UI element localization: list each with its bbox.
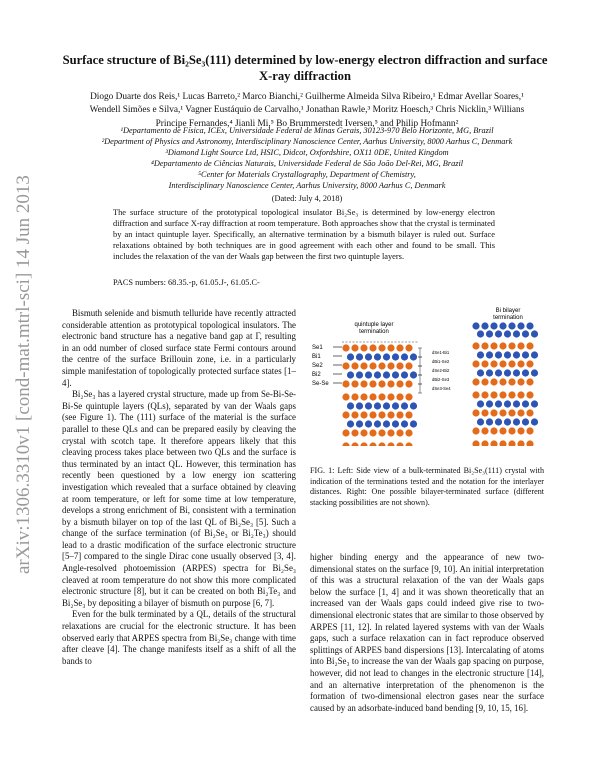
se-atom <box>526 409 533 416</box>
bi-bilayer-atom <box>477 330 484 337</box>
se-atom <box>396 344 403 351</box>
arxiv-stamp <box>4 176 38 576</box>
se-atom <box>387 380 394 387</box>
se-atom <box>517 427 524 434</box>
se-atom <box>405 442 412 446</box>
bi-bilayer-atom <box>472 322 479 329</box>
se-atom <box>517 391 524 398</box>
se-atom <box>472 360 479 367</box>
bi-atom <box>356 371 363 378</box>
bi-atom <box>486 351 493 358</box>
se-atom <box>369 380 376 387</box>
se-atom <box>360 393 367 400</box>
se-atom <box>369 429 376 436</box>
figure-caption: FIG. 1: Left: Side view of a bulk-terminated Bi₂Se₃(111) crystal with indication of the terminations tested and the notation for the interlayer distances. Right: One possible bilayer-terminated surface (different stacking possibilities are not shown). <box>310 466 544 507</box>
se-atom <box>517 378 524 385</box>
se-atom <box>378 442 385 446</box>
bi-atom <box>495 400 502 407</box>
pacs-numbers: PACS numbers: 68.35.-p, 61.05.J-, 61.05.C- <box>113 278 260 287</box>
bi-atom <box>522 351 529 358</box>
se-atom <box>526 342 533 349</box>
se-atom <box>396 429 403 436</box>
bi-bilayer-atom <box>499 322 506 329</box>
distance-label-2: dBi1-Se2 <box>432 359 450 364</box>
bi-atom <box>356 402 363 409</box>
se-atom <box>481 342 488 349</box>
se-atom <box>405 362 412 369</box>
se-atom <box>387 344 394 351</box>
se-atom <box>405 429 412 436</box>
bi-atom <box>347 353 354 360</box>
figure-1 <box>312 306 544 446</box>
bi-bilayer-atom <box>513 330 520 337</box>
bi-atom <box>531 369 538 376</box>
bi-atom <box>365 353 372 360</box>
distance-label-4: dBi2-Se3 <box>432 377 450 382</box>
se-atom <box>351 344 358 351</box>
se-atom <box>342 429 349 436</box>
se-atom <box>351 362 358 369</box>
se-atom <box>378 344 385 351</box>
bulk-crystal-atoms <box>342 344 417 446</box>
se-atom <box>342 362 349 369</box>
se-atom <box>472 440 479 446</box>
se-atom <box>517 409 524 416</box>
se-atom <box>360 411 367 418</box>
se-atom <box>517 440 524 446</box>
bi-atom <box>486 400 493 407</box>
se-atom <box>490 378 497 385</box>
bi-bilayer-atom <box>508 322 515 329</box>
bi-atom <box>410 402 417 409</box>
bi-bilayer-atom <box>495 330 502 337</box>
affiliation-2: ²Department of Physics and Astronomy, Interdisciplinary Nanoscience Center, Aarhus University, 8000 Aarhus C, Denmark <box>101 137 513 147</box>
affiliation-5b: Interdisciplinary Nanoscience Center, Aarhus University, 8000 Aarhus C, Denmark <box>168 181 446 191</box>
bi-bilayer-atom <box>517 322 524 329</box>
se-atom <box>342 393 349 400</box>
se-atom <box>472 342 479 349</box>
bi-atom <box>374 371 381 378</box>
bi-atom <box>374 353 381 360</box>
se-atom <box>526 440 533 446</box>
se-atom <box>351 411 358 418</box>
se-atom <box>369 442 376 446</box>
bi-atom <box>522 369 529 376</box>
bi-atom <box>513 369 520 376</box>
bi-bilayer-atom <box>526 322 533 329</box>
se-atom <box>342 442 349 446</box>
bi-atom <box>410 353 417 360</box>
se-atom <box>490 440 497 446</box>
bi-atom <box>401 420 408 427</box>
se-atom <box>508 440 515 446</box>
bi-atom <box>356 353 363 360</box>
bi-atom <box>401 402 408 409</box>
bi-atom <box>365 371 372 378</box>
affiliations <box>62 125 552 204</box>
bi-atom <box>383 402 390 409</box>
se-atom <box>481 378 488 385</box>
affiliation-1: ¹Departamento de Física, ICEx, Universidade Federal de Minas Gerais, 30123-970 Belo Horizonte, MG, Brazil <box>120 126 494 135</box>
bi-atom <box>477 418 484 425</box>
se-atom <box>472 409 479 416</box>
se-atom <box>405 411 412 418</box>
arxiv-stamp-text: arXiv:1306.3310v1 [cond-mat.mtrl-sci] 14 Jun 2013 <box>13 176 34 574</box>
se-atom <box>378 393 385 400</box>
se-atom <box>378 380 385 387</box>
layer-label-se1: Se1 <box>312 345 323 351</box>
bi-atom <box>383 371 390 378</box>
bi-atom <box>504 369 511 376</box>
se-atom <box>508 391 515 398</box>
bi-bilayer-atom <box>486 330 493 337</box>
bi-atom <box>513 351 520 358</box>
body-right-column <box>310 552 544 714</box>
se-atom <box>360 380 367 387</box>
se-atom <box>472 378 479 385</box>
se-atom <box>396 380 403 387</box>
bi-atom <box>347 402 354 409</box>
se-atom <box>378 362 385 369</box>
bilayer-crystal-atoms <box>472 322 538 446</box>
paragraph-1: Bismuth selenide and bismuth telluride have recently attracted considerable attention as prototypical topological insulators. The electronic band structure has a negative band gap at Γ, resulting in an odd number of closed surface state Fermi contours around the centre of the surface Brillouin zone, i.e. in a particularly simple manifestation of topologically protected surface states [1–4]. <box>62 308 296 388</box>
bi-atom <box>513 418 520 425</box>
se-atom <box>351 393 358 400</box>
se-atom <box>481 391 488 398</box>
bi-atom <box>477 400 484 407</box>
se-atom <box>481 360 488 367</box>
bi-atom <box>392 353 399 360</box>
se-atom <box>405 380 412 387</box>
bi-atom <box>486 418 493 425</box>
se-atom <box>378 429 385 436</box>
bi-atom <box>365 420 372 427</box>
se-atom <box>396 442 403 446</box>
bi-atom <box>531 351 538 358</box>
quintuple-label-1: quintuple layer <box>354 322 394 328</box>
bi-atom <box>374 402 381 409</box>
bi-bilayer-atom <box>490 322 497 329</box>
bi-atom <box>356 420 363 427</box>
se-atom <box>490 427 497 434</box>
bi-atom <box>347 420 354 427</box>
se-atom <box>369 411 376 418</box>
se-atom <box>481 427 488 434</box>
se-atom <box>481 409 488 416</box>
se-atom <box>369 344 376 351</box>
se-atom <box>472 427 479 434</box>
se-atom <box>360 344 367 351</box>
bi-bilayer-atom <box>481 322 488 329</box>
bi-atom <box>392 371 399 378</box>
se-atom <box>378 411 385 418</box>
se-atom <box>342 344 349 351</box>
se-atom <box>526 360 533 367</box>
se-atom <box>360 429 367 436</box>
se-atom <box>490 360 497 367</box>
se-atom <box>499 378 506 385</box>
bi-atom <box>477 369 484 376</box>
bi-atom <box>504 400 511 407</box>
se-atom <box>351 442 358 446</box>
bi-atom <box>401 353 408 360</box>
se-atom <box>481 440 488 446</box>
se-atom <box>342 380 349 387</box>
se-atom <box>351 380 358 387</box>
se-atom <box>499 409 506 416</box>
paper-title: Surface structure of Bi₂Se₃(111) determined by low-energy electron diffraction and surface X-ray diffraction <box>62 53 548 83</box>
se-atom <box>517 360 524 367</box>
paragraph-2: Bi₂Se₃ has a layered crystal structure, made up from Se-Bi-Se-Bi-Se quintuple layers (QLs), separated by van der Waals gaps (see Figure 1). The (111) surface of the material is the surface parallel to these QLs and can be prepared easily by cleaving the crystal with scotch tape. It therefore appears likely that this cleaving process takes place between two QLs and the surface is thus terminated by an intact QL. However, this termination has recently been questioned by a low energy ion scattering investigation which revealed that a surface obtained by cleaving at room temperature, or left for some time at low temperature, develops a strong enrichment of Bi, consistent with a termination by a bismuth bilayer on top of the last QL of Bi₂Se₃ [5]. Such a change of the surface termination (of Bi₂Se₃ or Bi₂Te₃) should lead to a drastic modification of the surface electronic structure [5–7] compared to the single Dirac cone usually observed [3, 4]. Angle-resolved photoemission (ARPES) spectra for Bi₂Se₃ cleaved at room temperature do not show this more complicated electronic structure [8], but it can be created on both Bi₂Te₃ and Bi₂Se₃ by depositing a bilayer of bismuth on purpose [6, 7]. <box>62 389 296 608</box>
layer-arrows <box>333 347 342 383</box>
body-left-column <box>62 308 296 667</box>
se-atom <box>517 342 524 349</box>
distance-label-1: dSe1-Bi1 <box>432 350 450 355</box>
distance-label-5: dSe3-Se4 <box>432 386 451 391</box>
quintuple-label-2: termination <box>359 329 389 335</box>
author-list: Diogo Duarte dos Reis,¹ Lucas Barreto,² Marco Bianchi,² Guilherme Almeida Silva Ribeiro,¹ Edmar Avellar Soares,¹ Wendell Simões e Silva,¹ Vagner Eustáquio de Carvalho,¹ Jonathan Rawle,³ Moritz Hoesch,³ Chris Nicklin,³ Willians Principe Fernandes,⁴ Jianli Mi,⁵ Bo Brummerstedt Iversen,⁵ and Philip Hofmann² <box>89 92 525 129</box>
se-atom <box>526 427 533 434</box>
bi-atom <box>522 418 529 425</box>
se-atom <box>342 411 349 418</box>
layer-label-bi2: Bi2 <box>312 372 321 378</box>
se-atom <box>499 391 506 398</box>
se-atom <box>369 393 376 400</box>
bi-atom <box>392 420 399 427</box>
bi-atom <box>374 420 381 427</box>
layer-label-sese: Se-Se <box>312 381 329 387</box>
bi-bilayer-atom <box>531 330 538 337</box>
se-atom <box>508 427 515 434</box>
se-atom <box>499 360 506 367</box>
bilayer-label-1: Bi bilayer <box>495 308 521 314</box>
se-atom <box>369 362 376 369</box>
se-atom <box>508 409 515 416</box>
bi-atom <box>495 351 502 358</box>
se-atom <box>387 393 394 400</box>
se-atom <box>405 393 412 400</box>
bilayer-label-2: termination <box>493 315 523 321</box>
se-atom <box>490 409 497 416</box>
bi-atom <box>495 418 502 425</box>
bi-bilayer-atom <box>522 330 529 337</box>
se-atom <box>490 342 497 349</box>
bi-atom <box>504 351 511 358</box>
bi-bilayer-atom <box>504 330 511 337</box>
bi-atom <box>392 402 399 409</box>
bi-atom <box>410 371 417 378</box>
se-atom <box>508 378 515 385</box>
bi-atom <box>522 400 529 407</box>
paragraph-3: Even for the bulk terminated by a QL, details of the structural relaxations are crucial for the electronic structure. It has been observed early that ARPES spectra from Bi₂Se₃ change with time after cleave [4]. The change manifests itself as a shift of all the bands to <box>62 609 296 666</box>
se-atom <box>387 362 394 369</box>
bi-atom <box>383 353 390 360</box>
se-atom <box>526 378 533 385</box>
bi-atom <box>531 418 538 425</box>
abstract: The surface structure of the prototypical topological insulator Bi₂Se₃ is determined by low-energy electron diffraction and surface X-ray diffraction at room temperature. Both approaches show that the crystal is terminated by an intact quintuple layer. Specifically, an alternative termination by a bismuth bilayer is ruled out. Surface relaxations obtained by both techniques are in good agreement with each other and found to be small. This includes the relaxation of the van der Waals gap between the first two quintuple layers. <box>113 208 495 262</box>
bi-atom <box>504 418 511 425</box>
se-atom <box>499 342 506 349</box>
layer-label-se2: Se2 <box>312 363 323 369</box>
bi-atom <box>410 420 417 427</box>
dated: (Dated: July 4, 2018) <box>271 193 343 203</box>
bi-atom <box>401 371 408 378</box>
bi-atom <box>477 351 484 358</box>
distance-label-3: dSe2-Bi2 <box>432 368 450 373</box>
bi-atom <box>347 371 354 378</box>
se-atom <box>499 440 506 446</box>
bi-atom <box>513 400 520 407</box>
se-atom <box>499 427 506 434</box>
se-atom <box>387 429 394 436</box>
se-atom <box>490 391 497 398</box>
se-atom <box>387 442 394 446</box>
se-atom <box>387 411 394 418</box>
se-atom <box>405 344 412 351</box>
se-atom <box>396 362 403 369</box>
se-atom <box>472 391 479 398</box>
se-atom <box>396 411 403 418</box>
bi-atom <box>383 420 390 427</box>
se-atom <box>508 360 515 367</box>
affiliation-4: ⁴Departamento de Ciências Naturais, Universidade Federal de São João Del-Rei, MG, Brazil <box>150 159 464 169</box>
affiliation-3: ³Diamond Light Source Ltd, HSIC, Didcot, Oxfordshire, OX11 0DE, United Kingdom <box>165 148 449 158</box>
bi-atom <box>486 369 493 376</box>
bi-atom <box>495 369 502 376</box>
bi-atom <box>531 400 538 407</box>
layer-label-bi1: Bi1 <box>312 354 321 360</box>
affiliation-5: ⁵Center for Materials Crystallography, Department of Chemistry, <box>198 170 416 180</box>
bi-atom <box>365 402 372 409</box>
se-atom <box>526 391 533 398</box>
se-atom <box>351 429 358 436</box>
se-atom <box>360 442 367 446</box>
se-atom <box>508 342 515 349</box>
se-atom <box>396 393 403 400</box>
paragraph-right: higher binding energy and the appearance of new two-dimensional states on the surface [9, 10]. An initial interpretation of this was a structural relaxation of the van der Waals gaps below the surface [1, 4] and it was shown theoretically that an increased van der Waals gaps could indeed give rise to two-dimensional electronic states that are similar to those observed by ARPES [11, 12]. In related layered systems with van der Waals gaps, such a surface relaxation can in fact reproduce observed splittings of ARPES band dispersions [13]. Intercalating of atoms into Bi₂Se₃ to increase the van der Waals gap spacing on purpose, however, did not lead to changes in the electronic structure [14], and an alternative interpretation of the phenomenon is the formation of two-dimensional electron gases near the surface caused by an adsorbate-induced band bending [9, 10, 15, 16]. <box>310 552 544 713</box>
se-atom <box>360 362 367 369</box>
